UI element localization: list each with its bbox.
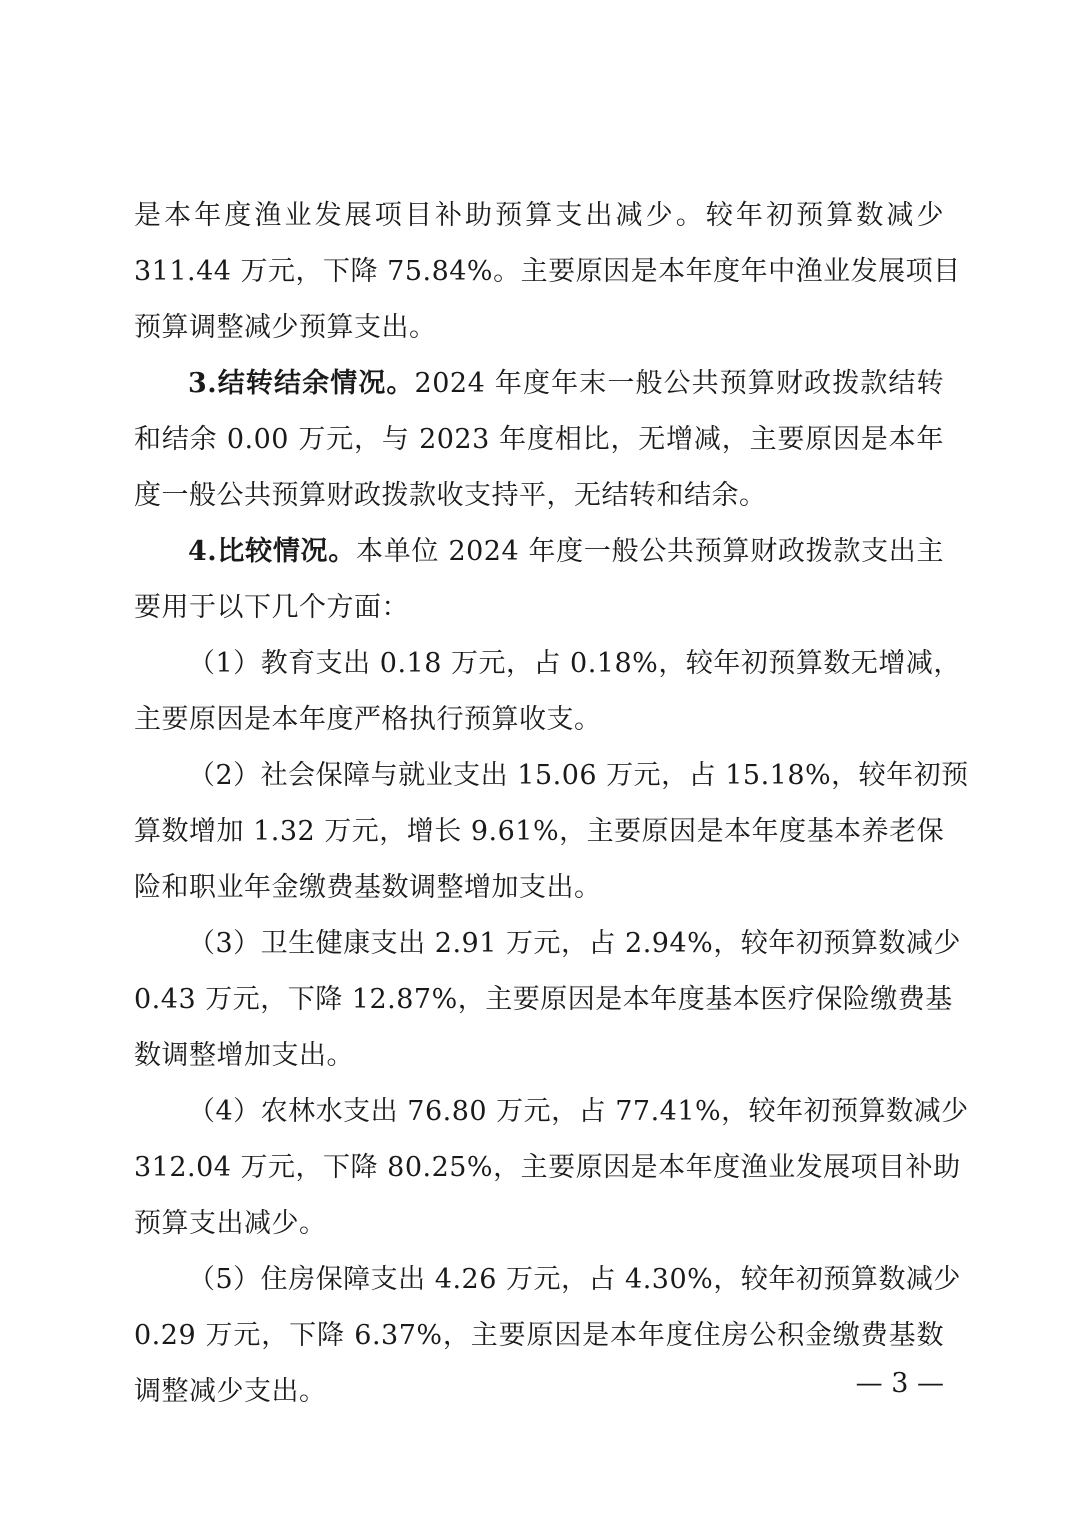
document-body: [134, 188, 969, 1420]
text-line: 度一般公共预算财政拨款收支持平，无结转和结余。: [134, 480, 767, 511]
text-line: 数调整增加支出。: [134, 1040, 354, 1071]
text-line: （4）农林水支出 76.80 万元，占 77.41%，较年初预算数减少: [188, 1096, 969, 1127]
text-line: 要用于以下几个方面：: [134, 592, 409, 623]
text-line: 312.04 万元，下降 80.25%，主要原因是本年度渔业发展项目补助: [134, 1152, 961, 1183]
paragraph-fishery-continuation: [134, 188, 961, 356]
list-item-agriculture: [134, 1084, 969, 1252]
text-run: 2024 年度年末一般公共预算财政拨款结转: [414, 368, 945, 399]
text-line: （5）住房保障支出 4.26 万元，占 4.30%，较年初预算数减少: [188, 1264, 961, 1295]
paragraph-comparison: [134, 524, 944, 636]
text-line: （2）社会保障与就业支出 15.06 万元，占 15.18%，较年初预: [188, 760, 969, 791]
text-run: 本单位 2024 年度一般公共预算财政拨款支出主: [356, 536, 944, 567]
text-line: 和结余 0.00 万元，与 2023 年度相比，无增减，主要原因是本年: [134, 424, 944, 455]
section-heading-comparison: 4.比较情况。: [188, 536, 356, 567]
text-line: 险和职业年金缴费基数调整增加支出。: [134, 872, 602, 903]
text-line: 调整减少支出。: [134, 1376, 327, 1407]
text-line: [134, 524, 944, 580]
text-line: [134, 356, 944, 412]
text-line: （3）卫生健康支出 2.91 万元，占 2.94%，较年初预算数减少: [188, 928, 961, 959]
text-line: 0.43 万元，下降 12.87%，主要原因是本年度基本医疗保险缴费基: [134, 984, 953, 1015]
text-line: 预算调整减少预算支出。: [134, 312, 437, 343]
text-line: 预算支出减少。: [134, 1208, 327, 1239]
text-line: 0.29 万元，下降 6.37%，主要原因是本年度住房公积金缴费基数: [134, 1320, 944, 1351]
list-item-housing: [134, 1252, 961, 1420]
text-line: 主要原因是本年度严格执行预算收支。: [134, 704, 602, 735]
section-heading-carryover: 3.结转结余情况。: [188, 368, 415, 399]
list-item-social-security: [134, 748, 969, 916]
text-line: 311.44 万元，下降 75.84%。主要原因是本年度年中渔业发展项目: [134, 256, 961, 287]
list-item-health: [134, 916, 961, 1084]
paragraph-carryover: [134, 356, 944, 524]
text-line: （1）教育支出 0.18 万元，占 0.18%，较年初预算数无增减，: [188, 648, 961, 679]
text-line: 算数增加 1.32 万元，增长 9.61%，主要原因是本年度基本养老保: [134, 816, 945, 847]
list-item-education: [134, 636, 961, 748]
text-line: 是本年度渔业发展项目补助预算支出减少。较年初预算数减少: [134, 200, 944, 231]
page-number: — 3 —: [855, 1368, 944, 1399]
